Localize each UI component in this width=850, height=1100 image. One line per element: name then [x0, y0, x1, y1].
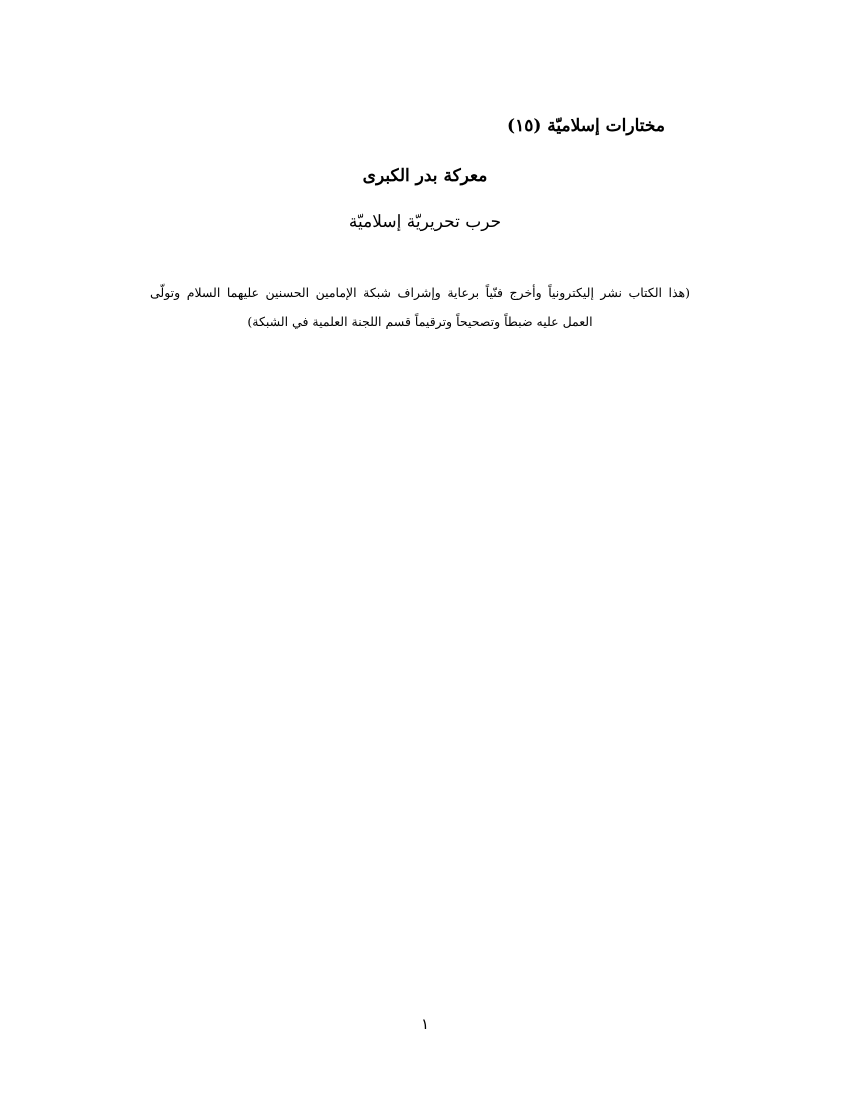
series-title: مختارات إسلاميّة (١٥) [507, 116, 665, 136]
book-subtitle: حرب تحريريّة إسلاميّة [348, 212, 502, 232]
page-number: ١ [420, 1015, 430, 1033]
publication-note: (هذا الكتاب نشر إليكترونياً وأخرج فنّياً برعاية وإشراف شبكة الإمامين الحسنين عليهما السلام وتولّى العمل عليه ضبطاً وتصحيحاً وترقيماً قسم اللجنة العلمية في الشبكة) [150, 285, 690, 329]
book-title: معركة بدر الكبرى [362, 166, 488, 186]
